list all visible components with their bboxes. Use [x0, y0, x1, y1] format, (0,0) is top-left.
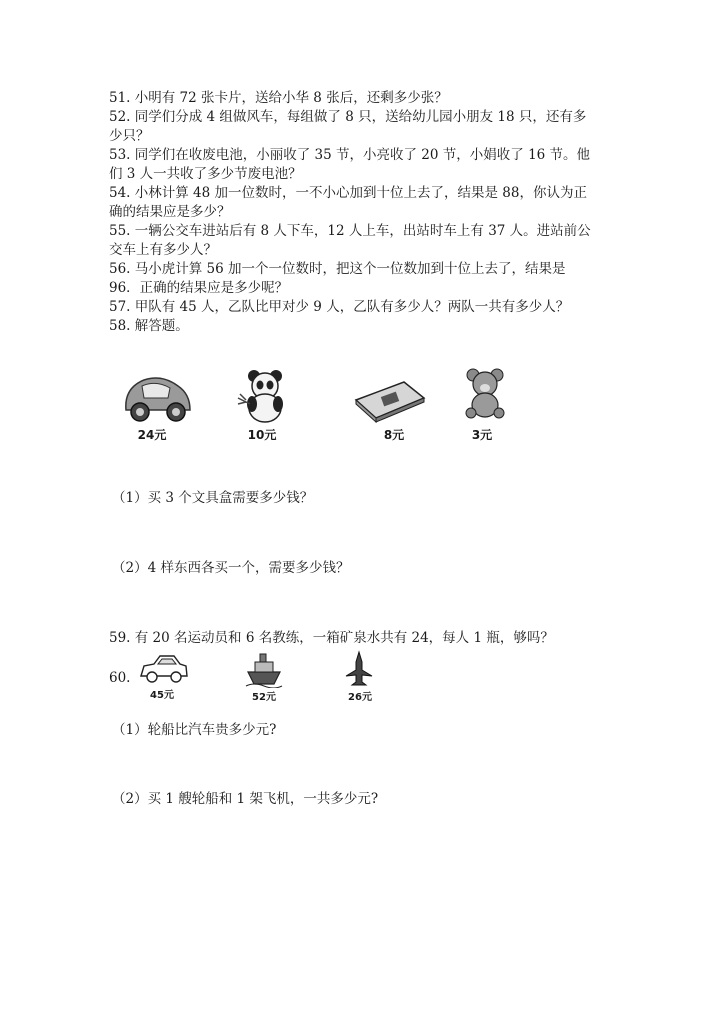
- question-53-line-2: 们 3 人一共收了多少节废电池？: [109, 166, 302, 182]
- price-pencil-box: 8元: [383, 428, 405, 442]
- question-52-line-1: 52. 同学们分成 4 组做风车，每组做了 8 只，送给幼儿园小朋友 18 只，还有多: [109, 109, 587, 125]
- question-57: 57. 甲队有 45 人，乙队比甲对少 9 人，乙队有多少人？两队一共有多少人？: [109, 299, 570, 315]
- ship-icon: [244, 650, 284, 688]
- question-54-line-1: 54. 小林计算 48 加一位数时，一不小心加到十位上去了，结果是 88，你认为正: [109, 185, 587, 201]
- question-60-sub-2: （2）买 1 艘轮船和 1 架飞机，一共多少元?: [112, 791, 379, 807]
- question-58-sub-1: （1）买 3 个文具盒需要多少钱？: [112, 490, 314, 506]
- question-58: 58. 解答题。: [109, 318, 189, 334]
- price-car: 45元: [150, 690, 174, 701]
- question-58-sub-2: （2）4 样东西各买一个，需要多少钱？: [112, 560, 350, 576]
- panda-icon: [236, 368, 292, 424]
- price-toy-car: 24元: [137, 428, 167, 442]
- question-60: 60.: [109, 670, 131, 686]
- toy-car-icon: [118, 370, 196, 425]
- question-56-line-1: 56. 马小虎计算 56 加一个一位数时，把这个一位数加到十位上去了，结果是: [109, 261, 566, 277]
- question-52-line-2: 少只？: [109, 128, 150, 144]
- question-53-line-1: 53. 同学们在收废电池，小丽收了 35 节，小亮收了 20 节，小娟收了 16 节。他: [109, 147, 591, 163]
- question-56-line-2: 96．正确的结果应是多少呢？: [109, 280, 289, 296]
- airplane-icon: [344, 650, 374, 688]
- pencil-box-icon: [352, 378, 428, 424]
- car-icon: [138, 652, 190, 686]
- question-54-line-2: 确的结果应是多少？: [109, 204, 231, 220]
- question-55-line-2: 交车上有多少人？: [109, 242, 217, 258]
- question-59: 59. 有 20 名运动员和 6 名教练，一箱矿泉水共有 24，每人 1 瓶，够吗？: [109, 630, 554, 646]
- question-60-sub-1: （1）轮船比汽车贵多少元?: [112, 722, 277, 738]
- price-ship: 52元: [252, 692, 276, 703]
- price-airplane: 26元: [348, 692, 372, 703]
- question-55-line-1: 55. 一辆公交车进站后有 8 人下车，12 人上车，出站时车上有 37 人。进站前公: [109, 223, 591, 239]
- price-teddy-bear: 3元: [471, 428, 493, 442]
- price-panda: 10元: [247, 428, 277, 442]
- teddy-bear-icon: [460, 367, 510, 419]
- question-51: 51. 小明有 72 张卡片，送给小华 8 张后，还剩多少张？: [109, 90, 448, 106]
